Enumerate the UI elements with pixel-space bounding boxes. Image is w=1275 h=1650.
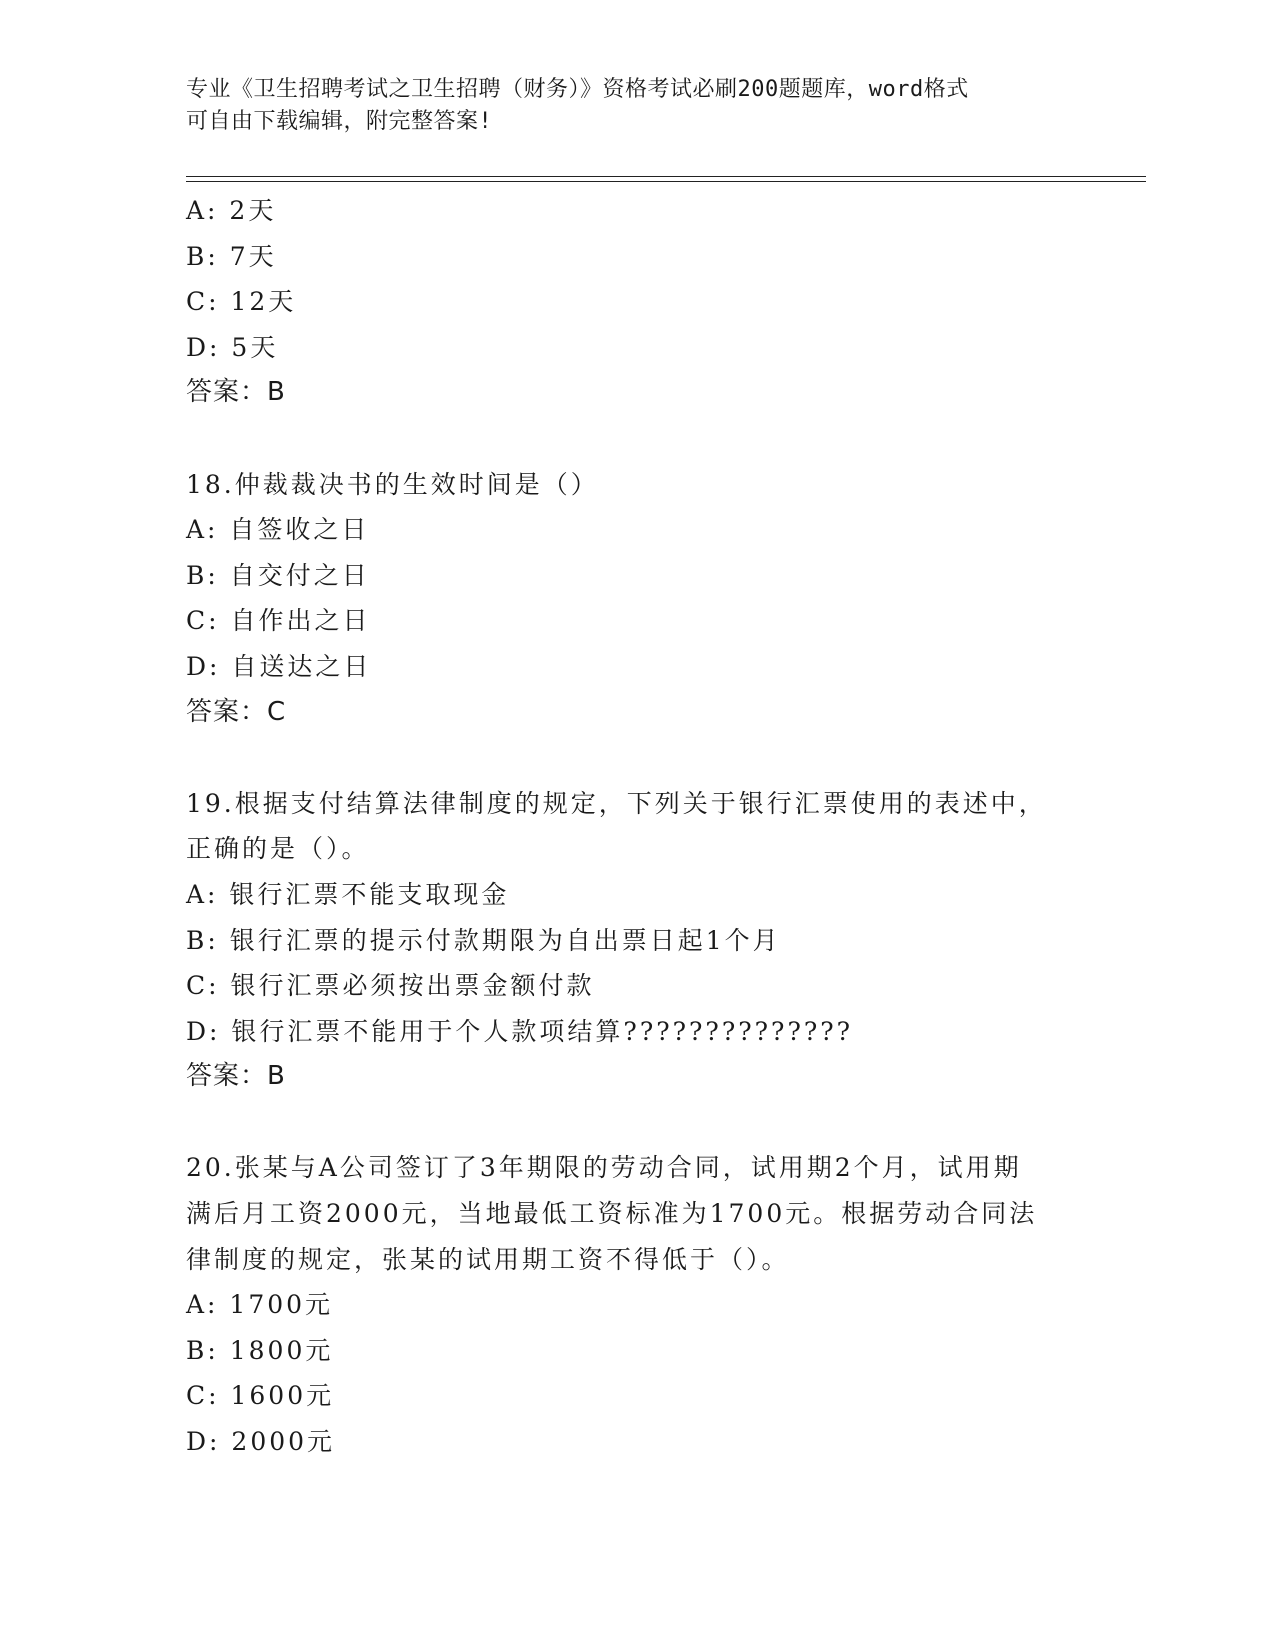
spacer <box>186 735 1086 781</box>
option-d: D: 银行汇票不能用于个人款项结算?????????????? <box>186 1016 854 1046</box>
question-block-20 <box>186 1145 1086 1464</box>
question-stem-line-1: 19.根据支付结算法律制度的规定，下列关于银行汇票使用的表述中， <box>186 788 1047 818</box>
option-a: A: 自签收之日 <box>186 515 370 545</box>
option-a: A: 2天 <box>186 196 277 225</box>
option-d: D: 5天 <box>186 332 279 362</box>
option-c: C: 银行汇票必须按出票金额付款 <box>186 971 595 1001</box>
option-c: C: 自作出之日 <box>186 606 371 636</box>
option-a: A: 银行汇票不能支取现金 <box>186 879 510 909</box>
spacer <box>186 1100 1086 1146</box>
option-a: A: 1700元 <box>186 1290 334 1320</box>
question-stem-line-1: 20.张某与A公司签订了3年期限的劳动合同，试用期2个月，试用期 <box>186 1153 1022 1183</box>
question-stem: 18.仲裁裁决书的生效时间是（） <box>186 469 599 499</box>
header-rule-bottom <box>186 181 1146 182</box>
option-d: D: 自送达之日 <box>186 651 372 681</box>
question-block-prev <box>186 188 1086 416</box>
option-c: C: 1600元 <box>186 1381 335 1411</box>
document-header <box>186 74 1086 138</box>
header-line-2: 可自由下载编辑，附完整答案! <box>186 109 493 134</box>
option-b: B: 7天 <box>186 241 277 271</box>
question-stem-line-2: 满后月工资2000元，当地最低工资标准为1700元。根据劳动合同法 <box>186 1199 1038 1229</box>
spacer <box>186 416 1086 462</box>
answer-line: 答案：B <box>186 1061 286 1092</box>
header-rule-top <box>186 176 1146 177</box>
option-d: D: 2000元 <box>186 1427 336 1457</box>
answer-line: 答案：B <box>186 377 286 408</box>
option-c: C: 12天 <box>186 287 297 317</box>
question-block-19 <box>186 781 1086 1100</box>
answer-line: 答案：C <box>186 696 287 727</box>
option-b: B: 1800元 <box>186 1335 334 1365</box>
option-b: B: 银行汇票的提示付款期限为自出票日起1个月 <box>186 925 781 955</box>
question-stem-line-3: 律制度的规定，张某的试用期工资不得低于（）。 <box>186 1244 790 1274</box>
question-list <box>186 188 1086 1465</box>
option-b: B: 自交付之日 <box>186 560 370 590</box>
question-block-18 <box>186 462 1086 736</box>
question-stem-line-2: 正确的是（）。 <box>186 834 370 864</box>
header-line-1: 专业《卫生招聘考试之卫生招聘（财务）》资格考试必刷200题题库，word格式 <box>186 77 969 102</box>
